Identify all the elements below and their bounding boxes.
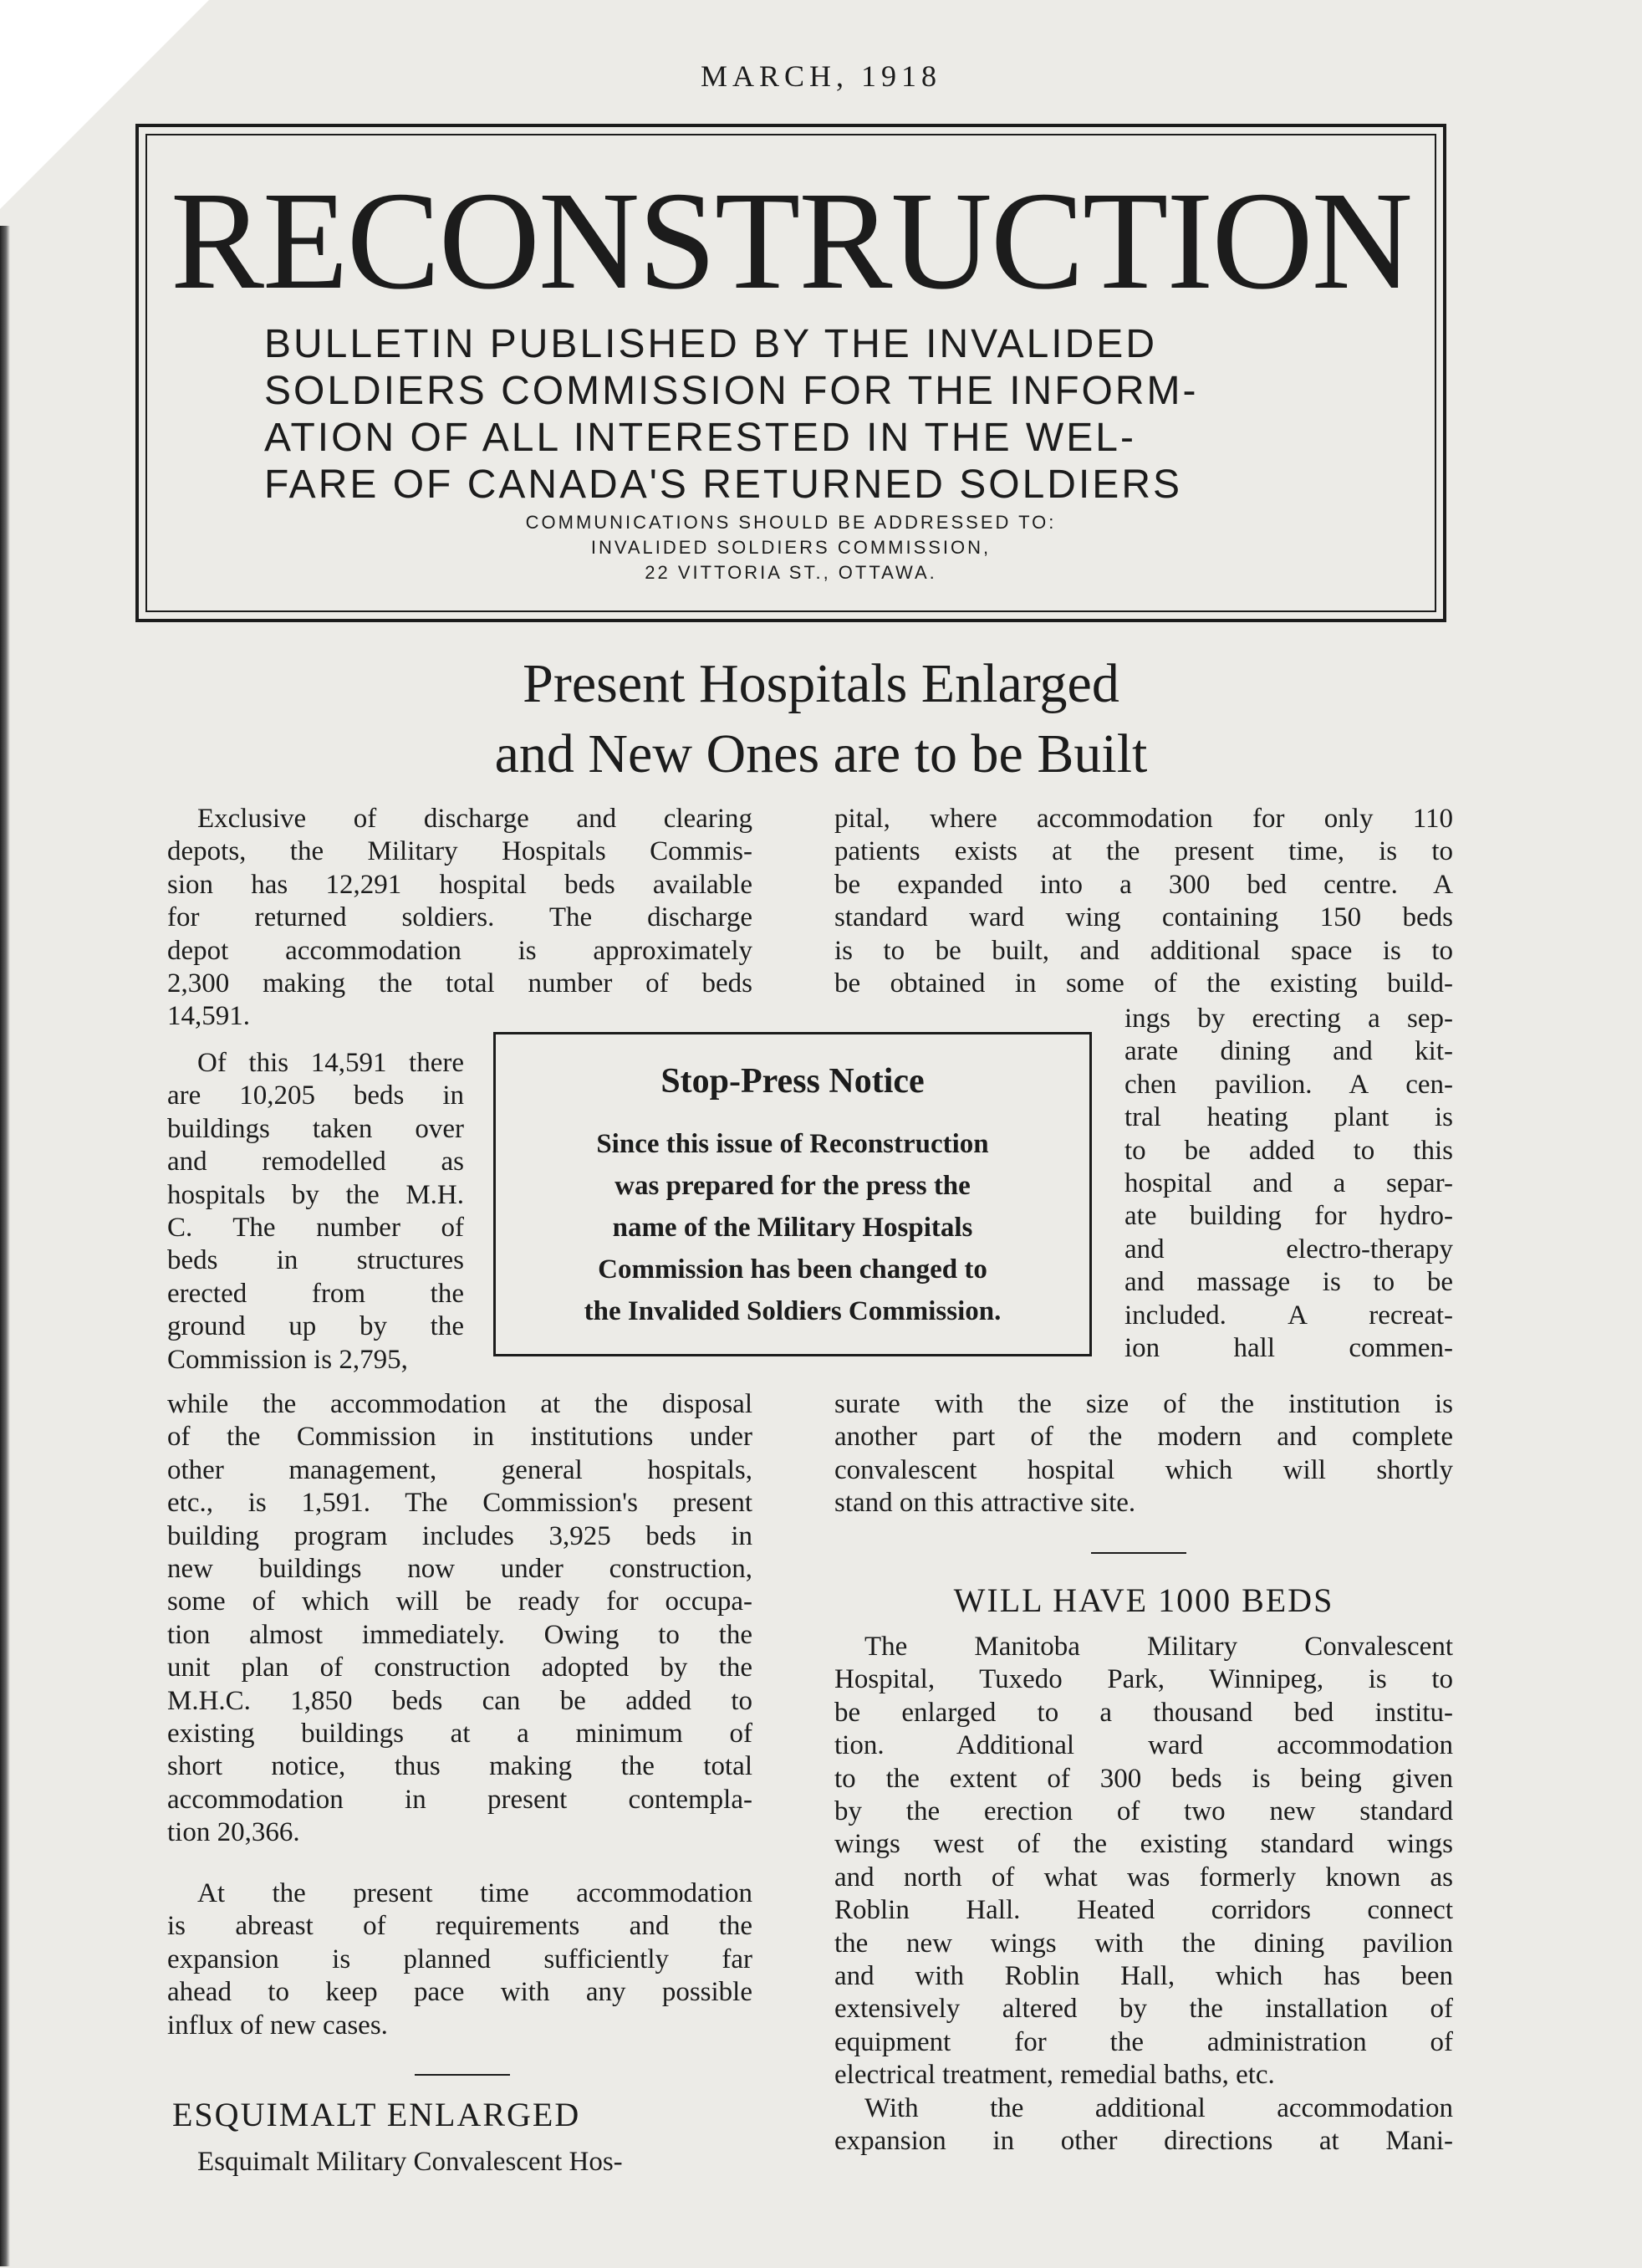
text-line: influx of new cases. xyxy=(167,2010,388,2041)
text-line: is to be built, and additional space is to xyxy=(834,935,1453,966)
text-line: standard ward wing containing 150 beds xyxy=(834,902,1453,933)
text-line: pital, where accommodation for only 110 xyxy=(834,804,1453,834)
text-line: arate dining and kit- xyxy=(1124,1036,1453,1067)
text-line: beds in structures xyxy=(167,1245,464,1276)
text-line: included. A recreat- xyxy=(1124,1300,1453,1331)
stop-press-line: Since this issue of Reconstruction xyxy=(596,1129,989,1159)
text-line: Esquimalt Military Convalescent Hos- xyxy=(197,2147,623,2177)
stop-press-line: Commission has been changed to xyxy=(598,1254,987,1285)
text-line: hospital and a separ- xyxy=(1124,1168,1453,1199)
text-line: ings by erecting a sep- xyxy=(1124,1004,1453,1034)
text-line: short notice, thus making the total xyxy=(167,1751,752,1782)
text-line: while the accommodation at the disposal xyxy=(167,1389,752,1419)
text-line: M.H.C. 1,850 beds can be added to xyxy=(167,1685,752,1716)
text-line: expansion is planned sufficiently far xyxy=(167,1944,752,1974)
text-line: unit plan of construction adopted by the xyxy=(167,1652,752,1683)
text-line: 2,300 making the total number of beds xyxy=(167,968,752,999)
text-line: tion. Additional ward accommodation xyxy=(834,1730,1453,1761)
text-line: etc., is 1,591. The Commission's present xyxy=(167,1488,752,1519)
text-line: some of which will be ready for occupa- xyxy=(167,1586,752,1617)
text-line: and with Roblin Hall, which has been xyxy=(834,1961,1453,1992)
text-line: The Manitoba Military Convalescent xyxy=(864,1632,1453,1662)
issue-date: MARCH, 1918 xyxy=(700,59,942,93)
headline-line: Present Hospitals Enlarged xyxy=(523,653,1119,714)
text-line: C. The number of xyxy=(167,1213,464,1244)
text-line: ahead to keep pace with any possible xyxy=(167,1977,752,2008)
subhead-esquimalt: ESQUIMALT ENLARGED xyxy=(172,2096,581,2133)
text-line: new buildings now under construction, xyxy=(167,1554,752,1585)
headline-line: and New Ones are to be Built xyxy=(494,723,1148,784)
text-line: tral heating plant is xyxy=(1124,1102,1453,1133)
text-line: extensively altered by the installation of xyxy=(834,1994,1453,2025)
text-line: Roblin Hall. Heated corridors connect xyxy=(834,1895,1453,1926)
left-col-p2-rest xyxy=(167,1388,752,1850)
masthead xyxy=(135,124,1446,622)
left-col-p2-narrow xyxy=(167,1047,464,1377)
stop-press-line: was prepared for the press the xyxy=(614,1171,971,1201)
text-line: and massage is to be xyxy=(1124,1267,1453,1298)
right-col-p1-narrow xyxy=(1124,1003,1453,1365)
text-line: for returned soldiers. The discharge xyxy=(167,902,752,933)
stop-press-line: the Invalided Soldiers Commission. xyxy=(584,1296,1002,1326)
text-line: and north of what was formerly known as xyxy=(834,1862,1453,1893)
text-line: erected from the xyxy=(167,1278,464,1309)
right-col-p1-rest xyxy=(834,1388,1453,1520)
masthead-subtitle-line: ATION OF ALL INTERESTED IN THE WEL- xyxy=(264,416,1136,460)
stop-press-line: name of the Military Hospitals xyxy=(612,1213,973,1243)
text-line: surate with the size of the institution is xyxy=(834,1389,1453,1419)
text-line: to be added to this xyxy=(1124,1135,1453,1166)
right-col-p2 xyxy=(834,1631,1453,2092)
text-line: be expanded into a 300 bed centre. A xyxy=(834,869,1453,900)
text-line: wings west of the existing standard wings xyxy=(834,1829,1453,1860)
text-line: existing buildings at a minimum of xyxy=(167,1719,752,1750)
text-line: depot accommodation is approximately xyxy=(167,935,752,966)
masthead-subtitle-line: SOLDIERS COMMISSION FOR THE INFORM- xyxy=(264,369,1199,413)
text-line: ground up by the xyxy=(167,1311,464,1342)
subhead-will-have-1000-beds: WILL HAVE 1000 BEDS xyxy=(953,1581,1334,1619)
stop-press-notice xyxy=(493,1032,1092,1356)
text-line: expansion in other directions at Mani- xyxy=(834,2126,1453,2157)
masthead-title: RECONSTRUCTION xyxy=(170,163,1412,319)
section-divider xyxy=(1091,1552,1186,1554)
masthead-subtitle-line: FARE OF CANADA'S RETURNED SOLDIERS xyxy=(264,462,1182,507)
article-headline xyxy=(0,649,1642,789)
text-line: At the present time accommodation xyxy=(197,1878,752,1908)
masthead-subtitle xyxy=(264,321,1334,508)
text-line: Hospital, Tuxedo Park, Winnipeg, is to xyxy=(834,1664,1453,1695)
left-col-p1 xyxy=(167,803,752,1034)
text-line: buildings taken over xyxy=(167,1113,464,1144)
masthead-address-line: INVALIDED SOLDIERS COMMISSION, xyxy=(590,537,992,558)
text-line: the new wings with the dining pavilion xyxy=(834,1928,1453,1959)
stop-press-title: Stop-Press Notice xyxy=(660,1062,925,1101)
text-line: patients exists at the present time, is to xyxy=(834,836,1453,867)
text-line: of the Commission in institutions under xyxy=(167,1422,752,1453)
text-line: convalescent hospital which will shortly xyxy=(834,1454,1453,1485)
text-line: Commission is 2,795, xyxy=(167,1344,408,1375)
text-line: chen pavilion. A cen- xyxy=(1124,1069,1453,1100)
text-line: be enlarged to a thousand bed institu- xyxy=(834,1697,1453,1728)
text-line: another part of the modern and complete xyxy=(834,1422,1453,1453)
text-line: tion 20,366. xyxy=(167,1817,300,1848)
text-line: sion has 12,291 hospital beds available xyxy=(167,869,752,900)
text-line: is abreast of requirements and the xyxy=(167,1911,752,1942)
left-col-p3 xyxy=(167,1877,752,2042)
text-line: equipment for the administration of xyxy=(834,2026,1453,2057)
masthead-address-line: COMMUNICATIONS SHOULD BE ADDRESSED TO: xyxy=(525,512,1057,533)
masthead-address-line: 22 VITTORIA ST., OTTAWA. xyxy=(645,562,937,583)
text-line: and electro-therapy xyxy=(1124,1234,1453,1264)
text-line: building program includes 3,925 beds in xyxy=(167,1520,752,1551)
text-line: by the erection of two new standard xyxy=(834,1796,1453,1827)
masthead-address xyxy=(147,510,1435,585)
text-line: With the additional accommodation xyxy=(864,2093,1453,2123)
text-line: accommodation in present contempla- xyxy=(167,1784,752,1815)
text-line: electrical treatment, remedial baths, etc. xyxy=(834,2060,1275,2091)
masthead-inner-frame xyxy=(145,134,1436,612)
page-binding-edge xyxy=(0,226,10,2266)
right-col-p3 xyxy=(834,2092,1453,2158)
text-line: ion hall commen- xyxy=(1124,1333,1453,1364)
section-divider xyxy=(415,2074,510,2076)
text-line: 14,591. xyxy=(167,1001,250,1032)
text-line: are 10,205 beds in xyxy=(167,1080,464,1111)
left-col-p4 xyxy=(167,2146,752,2179)
text-line: ate building for hydro- xyxy=(1124,1201,1453,1232)
masthead-subtitle-line: BULLETIN PUBLISHED BY THE INVALIDED xyxy=(264,322,1157,366)
text-line: tion almost immediately. Owing to the xyxy=(167,1619,752,1650)
text-line: hospitals by the M.H. xyxy=(167,1179,464,1210)
stop-press-body xyxy=(526,1123,1059,1332)
text-line: to the extent of 300 beds is being given xyxy=(834,1763,1453,1794)
text-line: stand on this attractive site. xyxy=(834,1488,1136,1519)
text-line: Exclusive of discharge and clearing xyxy=(197,804,752,834)
text-line: Of this 14,591 there xyxy=(197,1048,464,1078)
text-line: and remodelled as xyxy=(167,1147,464,1177)
text-line: other management, general hospitals, xyxy=(167,1454,752,1485)
text-line: be obtained in some of the existing build- xyxy=(834,968,1453,999)
right-col-p1 xyxy=(834,803,1453,1000)
text-line: depots, the Military Hospitals Commis- xyxy=(167,836,752,867)
